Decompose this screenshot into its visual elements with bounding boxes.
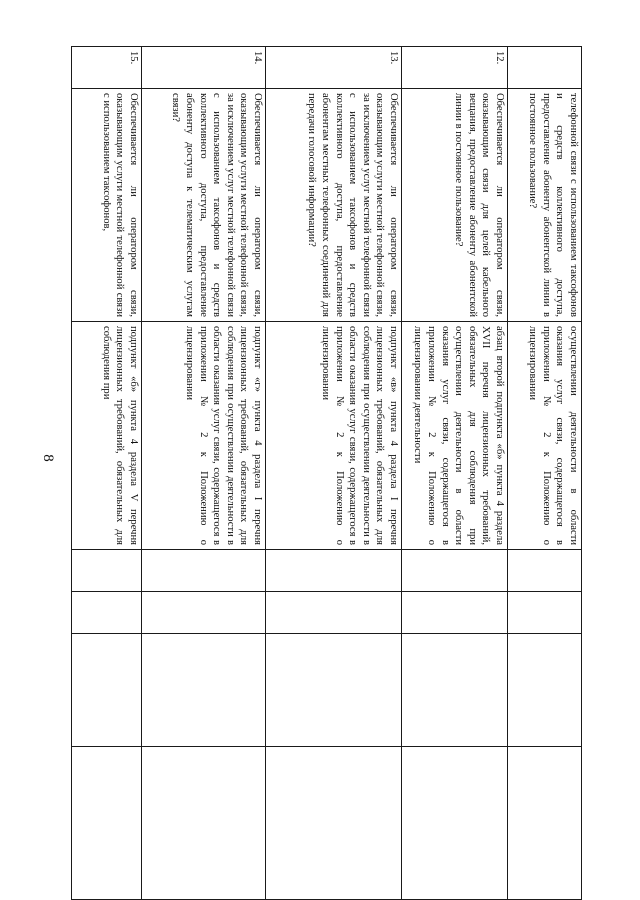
notes-cell: [142, 747, 266, 900]
not-applicable-cell: [266, 634, 402, 747]
answer-yes-cell: [508, 550, 582, 592]
row-number: 12.: [402, 47, 508, 89]
notes-cell: [508, 747, 582, 900]
reference-cell: осуществлении деятельности в области оказания услуг связи, содержащегося в приложении № 2 к Положению о лицензировании: [508, 322, 582, 550]
reference-cell: подпункт «в» пункта 4 раздела I перечня лицензионных требований, обязательных для соблюдения при осуществлении деятельности в области оказания услуг связи, содержащегося в приложении № 2 к Положению о лицензировании: [266, 322, 402, 550]
question-cell: телефонной связи с использованием таксофонов и средств коллективного доступа, предоставление абоненту абонентской линии в постоянное пользование?: [508, 89, 582, 322]
answer-no-cell: [508, 592, 582, 634]
not-applicable-cell: [402, 634, 508, 747]
rotated-table-wrapper: [72, 46, 582, 836]
checklist-table: [71, 46, 582, 900]
row-number: 15.: [72, 47, 142, 89]
answer-no-cell: [266, 592, 402, 634]
reference-cell: абзац второй подпункта «б» пункта 4 раздела XVII перечня лицензионных требований, обязательных для соблюдения при осуществлении деятельности в области оказания услуг связи, содержащегося в приложении № 2 к Положению о лицензировании деятельности: [402, 322, 508, 550]
not-applicable-cell: [72, 634, 142, 747]
answer-no-cell: [72, 592, 142, 634]
question-cell: Обеспечивается ли оператором связи, оказывающим услуги местной телефонной связи, за исключением услуг местной телефонной связи с использованием таксофонов и средств коллективного доступа, предоставление абонентам местных телефонных соединений для передачи голосовой информации?: [266, 89, 402, 322]
question-cell: Обеспечивается ли оператором связи, оказывающим связи для целей кабельного вещания, предоставление абоненту абонентской линии в постоянное пользование?: [402, 89, 508, 322]
notes-cell: [402, 747, 508, 900]
question-cell: Обеспечивается ли оператором связи, оказывающим услуги местной телефонной связи, за исключением услуг местной телефонной связи с использованием таксофонов и средств коллективного доступа, предоставление абоненту доступа к телематическим услугам связи?: [142, 89, 266, 322]
table-row: [402, 47, 508, 900]
answer-no-cell: [142, 592, 266, 634]
not-applicable-cell: [508, 634, 582, 747]
answer-no-cell: [402, 592, 508, 634]
table-row: [142, 47, 266, 900]
answer-yes-cell: [402, 550, 508, 592]
answer-yes-cell: [142, 550, 266, 592]
not-applicable-cell: [142, 634, 266, 747]
table-row: [266, 47, 402, 900]
question-cell: Обеспечивается ли оператором связи, оказывающим услуги местной телефонной связи с использованием таксофонов,: [72, 89, 142, 322]
table-row: [72, 47, 142, 900]
page-number: 8: [40, 454, 56, 462]
row-number: 13.: [266, 47, 402, 89]
answer-yes-cell: [266, 550, 402, 592]
row-number: 14.: [142, 47, 266, 89]
reference-cell: подпункт «б» пункта 4 раздела V перечня лицензионных требований, обязательных для соблюдения при: [72, 322, 142, 550]
notes-cell: [72, 747, 142, 900]
reference-cell: подпункт «г» пункта 4 раздела I перечня лицензионных требований, обязательных для соблюдения при осуществлении деятельности в области оказания услуг связи, содержащегося в приложении № 2 к Положению о лицензировании: [142, 322, 266, 550]
answer-yes-cell: [72, 550, 142, 592]
table-row: [508, 47, 582, 900]
notes-cell: [266, 747, 402, 900]
row-number: [508, 47, 582, 89]
